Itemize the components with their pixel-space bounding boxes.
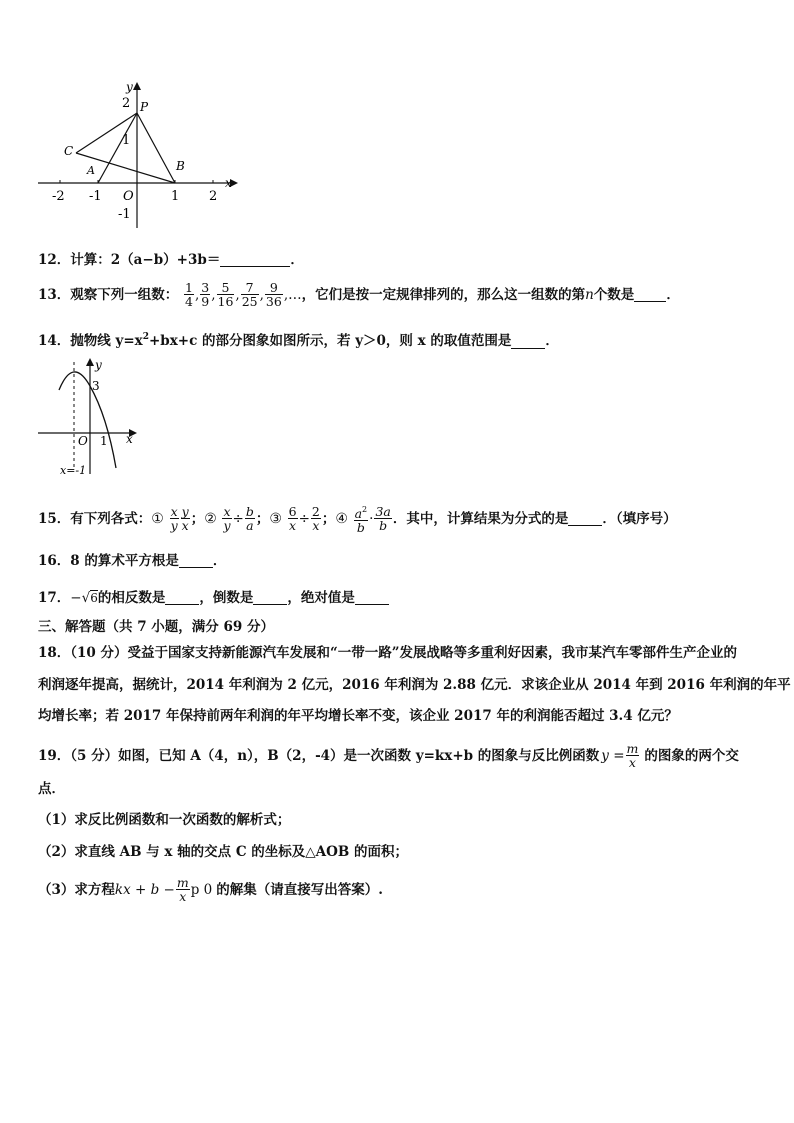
segment-pb — [137, 113, 175, 183]
question-13: 13．观察下列一组数： $\frac{1}{4}$ , $\frac{3}{9}$ , $\frac{5}{16}$ , $\frac{7}{25}$ , $\frac{9}{36}$ ,…，它们是按一定规律排列的，那么这一组数的第n个数是 ． — [38, 280, 680, 309]
q17-text-a: 的相反数是 — [97, 589, 166, 606]
y-axis-label: y — [126, 80, 133, 94]
q19-sub3-a: （3）求方程 — [38, 881, 115, 898]
question-19-line-2: 点． — [38, 781, 65, 797]
point-label-b: B — [176, 159, 185, 173]
q17-expr-minus: − — [70, 589, 82, 606]
q13-prefix: 13．观察下列一组数： — [38, 286, 179, 303]
q17-prefix: 17． — [38, 589, 71, 606]
q17-radicand: 6 — [90, 591, 98, 605]
question-14 — [38, 327, 559, 351]
question-16 — [38, 550, 226, 571]
segment-pa — [98, 113, 137, 183]
q19-text-a: 19．（5 分）如图，已知 A（4，n），B（2，-4）是一次函数 y=kx+b 的图象与反比例函数 — [38, 747, 600, 764]
q15-expr3-fraction-b: $\frac{2}{x}$ — [311, 504, 320, 534]
q15-circle-3: ③ — [269, 510, 282, 527]
question-17 — [38, 587, 389, 608]
q19-sub3-b: 的解集（请直接写出答案）. — [216, 881, 383, 898]
q14-text-b: +bx+c 的部分图象如图所示，若 y＞0，则 x 的取值范围是 — [148, 333, 512, 349]
q15-expr2-operator: ÷ — [232, 510, 244, 527]
q15-answer-blank — [568, 511, 602, 526]
q16-answer-blank — [179, 553, 213, 568]
tick-label-y-m1: -1 — [118, 207, 131, 222]
q16-text: 16．8 的算术平方根是 — [38, 552, 179, 569]
parabola-curve — [59, 372, 116, 468]
x-axis-label: x — [126, 432, 133, 446]
tick-label-x-m1: -1 — [89, 189, 102, 204]
q19-fn-lhs: y = — [601, 747, 625, 764]
q14-text-a: 14．抛物线 y=x — [38, 333, 143, 349]
q19-sub3-fraction: $\frac{m}{x}$ — [176, 875, 189, 904]
point-label-c: C — [64, 144, 74, 158]
tick-label-x-1: 1 — [100, 434, 108, 448]
q15-separator-2: ； — [255, 510, 270, 527]
q12-answer-blank — [220, 252, 290, 267]
triangle-graph — [34, 80, 244, 230]
tick-label-y-2: 2 — [122, 96, 131, 111]
q13-end: ． — [666, 286, 680, 303]
q15-expr1-fraction-a: $\frac{x}{y}$ — [170, 504, 178, 534]
y-axis-arrow — [86, 358, 94, 366]
question-18-line-1: 18．（10 分）受益于国家支持新能源汽车发展和“一带一路”发展战略等多重利好因素，我市某汽车零部件生产企业的 — [38, 645, 738, 661]
q15-expr3-operator: ÷ — [298, 510, 310, 527]
q16-end: ． — [212, 552, 227, 569]
q15-expr3-fraction-a: $\frac{6}{x}$ — [288, 504, 297, 534]
q15-prefix: 15．有下列各式： — [38, 510, 152, 527]
symmetry-axis-label: x=-1 — [60, 464, 87, 477]
q15-suffix: ．其中，计算结果为分式的是 — [392, 510, 569, 527]
y-axis-label: y — [95, 358, 102, 372]
q14-answer-blank — [511, 334, 545, 349]
parabola-graph — [34, 356, 144, 480]
y-axis-arrow — [133, 82, 141, 90]
question-18-line-2: 利润逐年提高，据统计，2014 年利润为 2 亿元，2016 年利润为 2.88 亿元．求该企业从 2014 年到 2016 年利润的年平 — [38, 677, 791, 693]
point-label-a: A — [87, 164, 95, 177]
q19-fn-fraction: $\frac{m}{x}$ — [626, 741, 639, 770]
tick-label-y-3: 3 — [92, 379, 100, 393]
q17-blank-reciprocal — [253, 590, 287, 605]
q13-fraction-3: $\frac{5}{16}$ — [217, 280, 234, 309]
question-18-line-3: 均增长率；若 2017 年保持前两年利润的年平均增长率不变，该企业 2017 年的利润能否超过 3.4 亿元？ — [38, 708, 678, 724]
q15-circle-1: ① — [151, 510, 164, 527]
q17-text-c: ，绝对值是 — [287, 589, 355, 606]
q13-suffix: ，它们是按一定规律排列的，那么这一组数的第 — [301, 286, 586, 303]
q17-text-b: ，倒数是 — [199, 589, 254, 606]
origin-label: O — [78, 434, 88, 448]
question-19-sub-2: （2）求直线 AB 与 x 轴的交点 C 的坐标及△AOB 的面积； — [38, 844, 408, 860]
q17-blank-absolute — [355, 590, 389, 605]
origin-label: O — [123, 189, 134, 204]
tick-label-x-2: 2 — [209, 189, 218, 204]
q15-expr2-fraction-b: $\frac{b}{a}$ — [245, 504, 254, 534]
q13-fraction-4: $\frac{7}{25}$ — [241, 280, 258, 309]
q15-expr1-fraction-b: $\frac{y}{x}$ — [181, 504, 189, 534]
question-19-sub-3 — [38, 876, 383, 903]
q17-blank-opposite — [165, 590, 199, 605]
q12-end: ． — [290, 251, 304, 268]
tick-label-y-1: 1 — [122, 133, 131, 148]
q13-suffix2: 个数是 — [593, 286, 635, 303]
q15-circle-2: ② — [204, 510, 217, 527]
question-12 — [38, 249, 304, 270]
x-axis-label: x — [225, 176, 232, 190]
q15-separator-1: ； — [190, 510, 205, 527]
point-label-p: P — [140, 100, 149, 114]
q13-fraction-2: $\frac{3}{9}$ — [201, 280, 210, 309]
question-15: 15．有下列各式：① $\frac{x}{y}$ $\frac{y}{x}$ ；② $\frac{x}{y}$ ÷ $\frac{b}{a}$ ；③ $\frac{6}{x}$ ÷ $\frac{2}{x}$ ；④ $\frac{a^2}{b}$ · $\frac{3a}{b}$ ．其中，计算结果为分式的是 ．（填序号） — [38, 504, 677, 536]
q13-n-variable: n — [585, 286, 594, 303]
q15-expr4-fraction-a: $\frac{a^2}{b}$ — [354, 505, 368, 536]
q14-superscript: 2 — [142, 332, 149, 342]
q15-separator-3: ； — [321, 510, 336, 527]
q13-fraction-1: $\frac{1}{4}$ — [185, 280, 193, 309]
section-3-title: 三、解答题（共 7 小题，满分 69 分） — [38, 619, 274, 635]
q14-end: ． — [545, 333, 559, 349]
tick-label-x-1: 1 — [171, 189, 180, 204]
question-19-sub-1: （1）求反比例函数和一次函数的解析式； — [38, 812, 291, 828]
q13-ellipsis: ,… — [283, 286, 302, 303]
question-19-line-1 — [38, 742, 739, 769]
q15-expr2-fraction-a: $\frac{x}{y}$ — [223, 504, 231, 534]
q15-circle-4: ④ — [335, 510, 348, 527]
q12-text: 12．计算：2（a−b）+3b＝ — [38, 251, 221, 268]
q13-fraction-5: $\frac{9}{36}$ — [265, 280, 282, 309]
q19-sub3-expr: kx + b − — [114, 881, 175, 898]
q15-end: ．（填序号） — [602, 510, 677, 527]
tick-label-x-m2: -2 — [52, 189, 65, 204]
q19-sub3-relation: p 0 — [190, 881, 213, 898]
q19-text-b: 的图象的两个交 — [644, 747, 739, 764]
q15-expr4-fraction-b: $\frac{3a}{b}$ — [375, 504, 391, 534]
q13-answer-blank — [634, 287, 666, 302]
q17-sqrt-sign: √ — [81, 589, 91, 606]
